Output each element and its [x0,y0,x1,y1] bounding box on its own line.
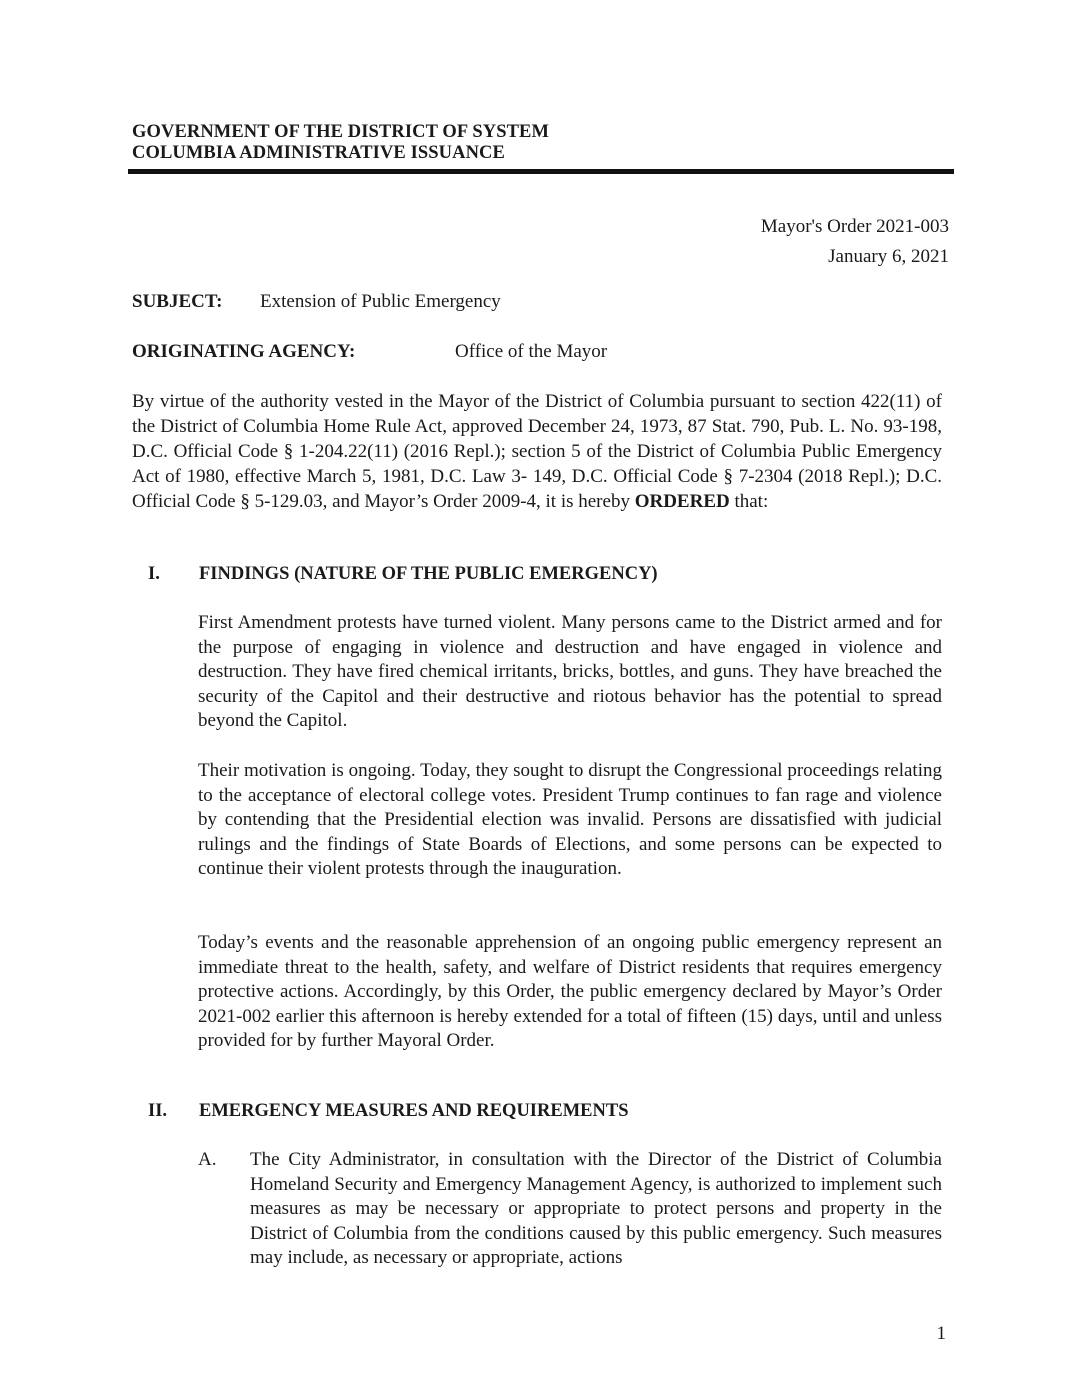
section-number-2: II. [148,1101,168,1121]
preamble-text: By virtue of the authority vested in the Mayor of the District of Columbia pursuant to section 422(11) of the District of Columbia Home Rule Act, approved December 24, 1973, 87 Stat. 790, Pub. L. No. 93-198, D.C. Official Code § 1-204.22(11) (2016 Repl.); section 5 of the District of Columbia Public Emergency Act of 1980, effective March 5, 1981, D.C. Law 3- 149, D.C. Official Code § 7-2304 (2018 Repl.); D.C. Official Code § 5-129.03, and Mayor’s Order 2009-4, it is hereby [132,391,942,512]
section-number-1: I. [148,564,160,584]
page-number: 1 [936,1323,946,1344]
section-title-1: FINDINGS (NATURE OF THE PUBLIC EMERGENCY) [199,564,658,584]
header-line-2: COLUMBIA ADMINISTRATIVE ISSUANCE [132,143,505,163]
agency-label: ORIGINATING AGENCY: [132,341,356,362]
section-heading-2 [148,1101,629,1122]
header-line-1: GOVERNMENT OF THE DISTRICT OF SYSTEM [132,122,550,142]
subject-label: SUBJECT: [132,291,223,312]
findings-paragraph-3: Today’s events and the reasonable apprehension of an ongoing public emergency represent an immediate threat to the health, safety, and welfare of District residents that requires emergency protective actions. Accordingly, by this Order, the public emergency declared by Mayor’s Order 2021-002 earlier this afternoon is hereby extended for a total of fifteen (15) days, until and unless provided for by further Mayoral Order. [198,932,942,1052]
findings-paragraph-1: First Amendment protests have turned violent. Many persons came to the District armed and for the purpose of engaging in violence and destruction and have engaged in violence and destruction. They have fired chemical irritants, bricks, bottles, and guns. They have breached the security of the Capitol and their destructive and riotous behavior has the potential to spread beyond the Capitol. [198,612,942,732]
measure-item-a [198,1148,942,1271]
section-title-2: EMERGENCY MEASURES AND REQUIREMENTS [199,1101,629,1121]
measure-item-text: The City Administrator, in consultation with the Director of the District of Columbia Homeland Security and Emergency Management Agency, is authorized to implement such measures as may be necessary or appropriate to protect persons and property in the District of Columbia from the conditions caused by this public emergency. Such measures may include, as necessary or appropriate, actions [250,1149,942,1269]
findings-paragraph-2: Their motivation is ongoing. Today, they sought to disrupt the Congressional proceedings relating to the acceptance of electoral college votes. President Trump continues to fan rage and violence by contending that the Presidential election was invalid. Persons are dissatisfied with judicial rulings and the findings of State Boards of Elections, and some persons can be expected to continue their violent protests through the inauguration. [198,760,942,880]
order-meta [761,212,949,272]
document-header [132,122,954,164]
preamble [132,389,942,514]
agency-row [132,341,607,363]
header-rule [128,169,954,174]
order-date: January 6, 2021 [828,246,949,267]
subject-row [132,291,501,313]
section-heading-1 [148,564,658,585]
agency-value: Office of the Mayor [455,341,608,362]
subject-value: Extension of Public Emergency [260,291,501,312]
preamble-ordered: ORDERED [634,491,730,512]
order-number: Mayor's Order 2021-003 [760,216,949,237]
preamble-tail: that: [729,491,769,512]
measure-item-marker: A. [198,1149,217,1170]
